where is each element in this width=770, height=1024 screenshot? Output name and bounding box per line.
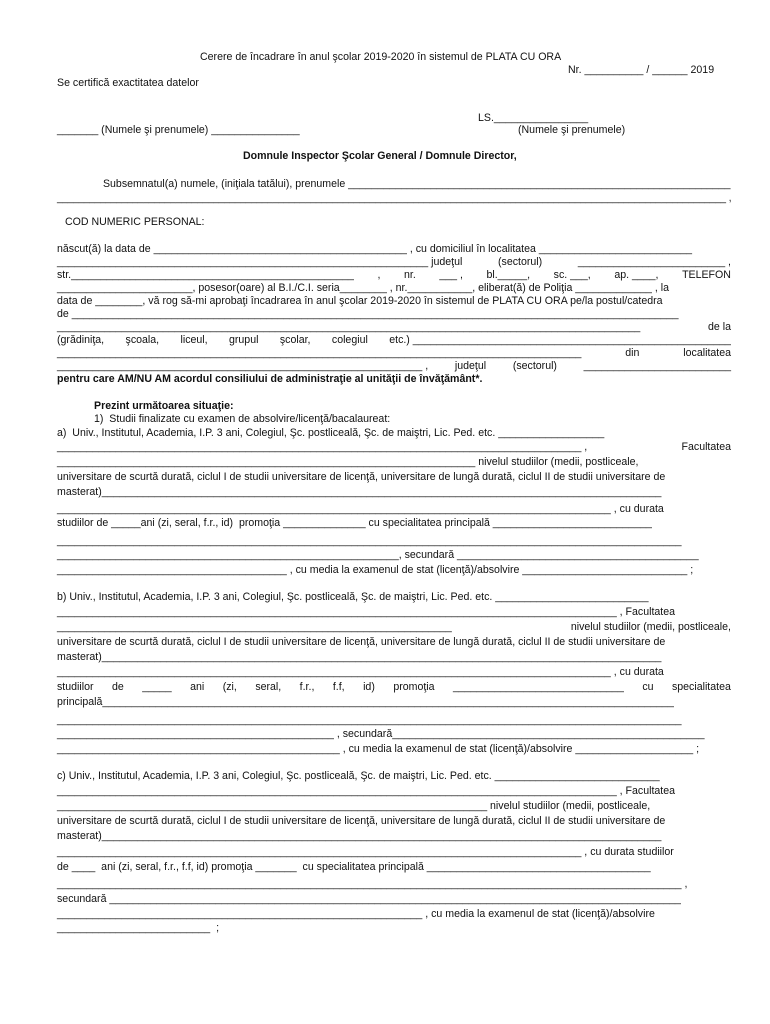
street-field: str.________________________________________________ bbox=[57, 269, 354, 281]
section-b-level bbox=[57, 621, 731, 633]
section-a-grade: _______________________________________ , cu media la examenul de stat (licenţă)/absolvire ____________________________ ; bbox=[57, 564, 694, 576]
section-b-years-label: ani bbox=[190, 681, 205, 693]
section-b-ff-option: f.f, bbox=[332, 681, 345, 693]
section-b-evening-option: seral, bbox=[255, 681, 282, 693]
section-c-faculty: _______________________________________________________________________________________________ , Facultatea bbox=[57, 785, 676, 797]
salutation: Domnule Inspector Şcolar General / Domnule Director, bbox=[243, 150, 517, 162]
position-blank: ___________________________________________________________________________________________________ bbox=[57, 321, 641, 333]
school-line bbox=[57, 321, 731, 333]
birth-date-line: născut(ă) la data de ___________________________________________ , cu domiciliul în localitatea __________________________ bbox=[57, 243, 693, 255]
section-a-institution: a) Univ., Institutul, Academia, I.P. 3 ani, Colegiul, Şc. postliceală, Şc. de maiştri, Lic. Ped. etc. __________________ bbox=[57, 427, 605, 439]
signature-left: _______ (Numele şi prenumele) _______________ bbox=[57, 124, 300, 136]
section-b-years-blank: _____ bbox=[142, 681, 172, 693]
board-approval-line: pentru care AM/NU AM acordul consiliului de administraţie al unităţii de învăţământ*. bbox=[57, 373, 483, 385]
section-b-secondary: _______________________________________________ , secundară_____________________________________________________ bbox=[57, 728, 705, 740]
section-a-blank-line: __________________________________________________________________________________________________________ bbox=[57, 535, 682, 547]
cnp-label: COD NUMERIC PERSONAL: bbox=[65, 216, 205, 228]
group-option: grupul bbox=[229, 334, 259, 346]
studies-item-1: 1) Studii finalizate cu examen de absolvire/licenţă/bacalaureat: bbox=[94, 413, 391, 425]
section-a-level-options: universitare de scurtă durată, ciclul I de studii universitare de licenţă, universitare de lungă durată, ciclul II de studii universitare de bbox=[57, 471, 666, 483]
section-b-blank-line: __________________________________________________________________________________________________________ bbox=[57, 714, 682, 726]
county-sector-line bbox=[57, 360, 731, 372]
sector-blank: _________________________ , bbox=[577, 256, 731, 268]
locality-label: localitatea bbox=[683, 347, 731, 359]
from-locality-label: din bbox=[625, 347, 640, 359]
section-a-faculty-blank: _________________________________________________________________________________________ , bbox=[57, 441, 588, 453]
county-blank-2: _________________________ bbox=[583, 360, 731, 372]
institution-blank: etc.) ______________________________________________________ bbox=[389, 334, 731, 346]
section-c-secondary: secundară _________________________________________________________________________________________________ bbox=[57, 893, 681, 905]
section-b-id-option: id) bbox=[363, 681, 375, 693]
section-b-grade: ________________________________________________ , cu media la examenul de stat (licenţă)/absolvire ____________________ ; bbox=[57, 743, 700, 755]
sector-label: (sectorul) bbox=[498, 256, 543, 268]
entrance-field: sc. ___, bbox=[553, 269, 591, 281]
school-group-option: şcolar, bbox=[279, 334, 311, 346]
section-b-promotion-blank: _____________________________ bbox=[452, 681, 624, 693]
section-a-specialty: studiilor de _____ani (zi, seral, f.r., id) promoţia ______________ cu specialitatea principală ___________________________ bbox=[57, 517, 652, 529]
applicant-name-line: Subsemnatul(a) numele, (iniţiala tatălui), prenumele _________________________________________________________________ bbox=[103, 178, 731, 190]
section-a-masters: masterat)_______________________________________________________________________________________________ bbox=[57, 486, 662, 498]
section-b-level-options: universitare de scurtă durată, ciclul I de studii universitare de licenţă, universitare de lungă durată, ciclul II de studii universitare de bbox=[57, 636, 666, 648]
section-b-of-label: de bbox=[111, 681, 124, 693]
signature-right: (Numele şi prenumele) bbox=[518, 124, 626, 136]
locality-line bbox=[57, 347, 731, 359]
institution-type-line bbox=[57, 334, 731, 346]
section-a-faculty bbox=[57, 441, 731, 453]
number-field: ___ , bbox=[439, 269, 463, 281]
section-b-specialty-label: specialitatea bbox=[671, 681, 731, 693]
section-c-duration: _________________________________________________________________________________________ , cu durata studiilor bbox=[57, 846, 674, 858]
section-b-duration: ______________________________________________________________________________________________ , cu durata bbox=[57, 666, 664, 678]
section-b-studies-label: studiilor bbox=[57, 681, 94, 693]
section-c-level-options: universitare de scurtă durată, ciclul I de studii universitare de licenţă, universitare de lungă durată, ciclul II de studii universitare de bbox=[57, 815, 666, 827]
school-option: şcoala, bbox=[125, 334, 160, 346]
county-line bbox=[57, 256, 731, 268]
sector-label-2: (sectorul) bbox=[512, 360, 557, 372]
section-b-faculty: _______________________________________________________________________________________________ , Facultatea bbox=[57, 606, 676, 618]
position-line: de _______________________________________________________________________________________________________ bbox=[57, 308, 679, 320]
section-b-masters: masterat)_______________________________________________________________________________________________ bbox=[57, 651, 662, 663]
section-b-with-label: cu bbox=[642, 681, 654, 693]
page-title: Cerere de încadrare în anul şcolar 2019-2020 în sistemul de PLATA CU ORA bbox=[200, 51, 562, 63]
section-c-level: _________________________________________________________________________ nivelul studiilor (medii, postliceale, bbox=[57, 800, 651, 812]
street-comma: , bbox=[377, 269, 381, 281]
section-a-level: _______________________________________________________________________ nivelul studiilor (medii, postliceale, bbox=[57, 456, 639, 468]
id-card-line: _______________________, posesor(oare) al B.I./C.I. seria________ , nr.___________, eliberat(ă) de Poliţia _____________ , la bbox=[57, 282, 669, 294]
section-c-specialty: de ____ ani (zi, seral, f.r., f.f, id) promoţia _______ cu specialitatea principală ______________________________________ bbox=[57, 861, 651, 873]
section-a-duration: ______________________________________________________________________________________________ , cu durata bbox=[57, 503, 664, 515]
section-b-level-blank: ___________________________________________________________________ bbox=[57, 621, 452, 633]
section-b-day-option: (zi, bbox=[222, 681, 237, 693]
section-b-institution: b) Univ., Institutul, Academia, I.P. 3 ani, Colegiul, Şc. postliceală, Şc. de maiştri, Lic. Ped. etc. __________________________ bbox=[57, 591, 649, 603]
situation-heading: Prezint următoarea situaţie: bbox=[94, 400, 234, 412]
from-label: de la bbox=[708, 321, 731, 333]
section-b-promotion-label: promoţia bbox=[393, 681, 435, 693]
section-a-faculty-label: Facultatea bbox=[681, 441, 731, 453]
county-blank: _______________________________________________________________ judeţul bbox=[57, 256, 463, 268]
phone-label: TELEFON bbox=[682, 269, 731, 281]
section-c-grade: ______________________________________________________________ , cu media la examenul de stat (licenţă)/absolvire bbox=[57, 908, 655, 920]
number-label: nr. bbox=[404, 269, 416, 281]
section-c-grade-blank: __________________________ ; bbox=[57, 922, 220, 934]
registration-number: Nr. __________ / ______ 2019 bbox=[568, 64, 715, 76]
college-option: colegiul bbox=[331, 334, 368, 346]
section-c-blank-line: __________________________________________________________________________________________________________ , bbox=[57, 878, 688, 890]
block-field: bl._____, bbox=[486, 269, 531, 281]
applicant-name-continuation: ____________________________________________________________________________________________________________________________ , bbox=[57, 192, 732, 204]
kindergarten-option: (grădiniţa, bbox=[57, 334, 105, 346]
ls-stamp-line: LS.________________ bbox=[478, 112, 589, 124]
request-line: data de ________, vă rog să-mi aprobaţi încadrarea în anul şcolar 2019-2020 în sistemul de PLATA CU ORA pe/la postul/catedra bbox=[57, 295, 663, 307]
section-b-specialty bbox=[57, 681, 731, 693]
locality-blank: ______________________________________________________________ , bbox=[57, 360, 429, 372]
certification-note: Se certifică exactitatea datelor bbox=[57, 77, 199, 89]
highschool-option: liceul, bbox=[180, 334, 208, 346]
section-b-level-label: nivelul studiilor (medii, postliceale, bbox=[570, 621, 731, 633]
county-label: judeţul bbox=[454, 360, 487, 372]
section-c-masters: masterat)_______________________________________________________________________________________________ bbox=[57, 830, 662, 842]
section-c-institution: c) Univ., Institutul, Academia, I.P. 3 ani, Colegiul, Şc. postliceală, Şc. de maiştri, Lic. Ped. etc. ____________________________ bbox=[57, 770, 660, 782]
institution-name-blank: _________________________________________________________________________________________ bbox=[57, 347, 582, 359]
apartment-field: ap. ____, bbox=[614, 269, 659, 281]
section-b-main: principală_________________________________________________________________________________________________ bbox=[57, 696, 674, 708]
section-a-secondary: __________________________________________________________, secundară _________________________________________ bbox=[57, 549, 699, 561]
section-b-fr-option: f.r., bbox=[299, 681, 315, 693]
address-line bbox=[57, 269, 731, 281]
